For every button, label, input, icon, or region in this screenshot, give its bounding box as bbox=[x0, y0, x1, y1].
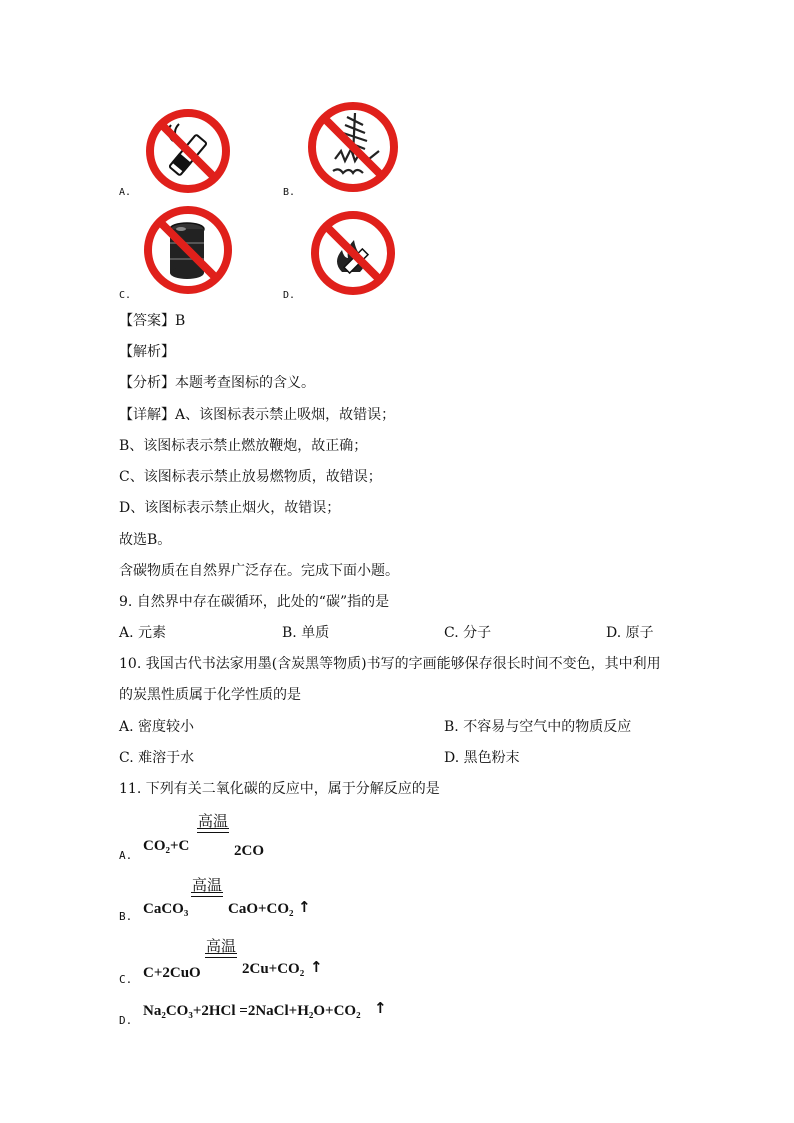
no-smoking-sign-icon bbox=[143, 106, 233, 196]
q11-b-reactants: CaCO₃ bbox=[143, 901, 189, 917]
q10-stem-line2: 的炭黑性质属于化学性质的是 bbox=[119, 687, 301, 703]
q11-b-condition: 高温 bbox=[192, 876, 223, 894]
q8-option-b-letter: B. bbox=[283, 187, 296, 198]
q10-option-c: C. 难溶于水 bbox=[119, 750, 195, 766]
q11-a-products: 2CO bbox=[234, 843, 264, 859]
q11-c-equals-line bbox=[205, 953, 237, 954]
q11-option-a-letter: A. bbox=[119, 849, 133, 862]
q9-option-d: D. 原子 bbox=[606, 625, 654, 641]
q11-c-equals-line bbox=[205, 957, 237, 958]
q9-option-c: C. 分子 bbox=[444, 625, 492, 641]
no-fireworks-sign-icon bbox=[305, 99, 401, 195]
q11-b-products: CaO+CO₂ bbox=[228, 901, 294, 917]
q9-option-b: B. 单质 bbox=[282, 625, 330, 641]
q11-option-d-letter: D. bbox=[119, 1014, 133, 1027]
q10-option-d: D. 黑色粉末 bbox=[444, 750, 520, 766]
no-open-flame-sign-icon bbox=[308, 208, 398, 298]
q11-b-equals-line bbox=[191, 892, 223, 893]
q8-analysis-title: 【解析】 bbox=[119, 344, 175, 360]
q8-option-d-letter: D. bbox=[283, 290, 296, 301]
q11-a-equals-line bbox=[197, 828, 229, 829]
q11-a-equals-line bbox=[197, 832, 229, 833]
gas-arrow-icon: ↑ bbox=[310, 958, 323, 976]
q11-c-products: 2Cu+CO₂ bbox=[242, 961, 305, 977]
q8-analysis-line: 故选B。 bbox=[119, 532, 172, 548]
section-intro: 含碳物质在自然界广泛存在。完成下面小题。 bbox=[119, 563, 399, 579]
q11-c-reactants: C+2CuO bbox=[143, 965, 201, 981]
q9-stem: 9. 自然界中存在碳循环，此处的“碳”指的是 bbox=[119, 594, 390, 610]
q8-analysis-line: C、该图标表示禁止放易燃物质，故错误； bbox=[119, 469, 382, 485]
q9-option-a: A. 元素 bbox=[119, 625, 167, 641]
q11-a-reactants: CO₂+C bbox=[143, 838, 190, 854]
q8-option-c-letter: C. bbox=[119, 290, 132, 301]
gas-arrow-icon: ↑ bbox=[374, 999, 387, 1017]
q8-analysis-line: D、该图标表示禁止烟火，故错误； bbox=[119, 500, 341, 516]
q8-answer: 【答案】B bbox=[119, 313, 186, 329]
q11-b-equals-line bbox=[191, 896, 223, 897]
q11-d-equation: Na₂CO₃+2HCl =2NaCl+H₂O+CO₂ bbox=[143, 1003, 361, 1019]
q8-analysis-line: B、该图标表示禁止燃放鞭炮，故正确； bbox=[119, 438, 368, 454]
q8-option-a-letter: A. bbox=[119, 187, 132, 198]
q8-analysis-line: 【分析】本题考查图标的含义。 bbox=[119, 375, 315, 391]
q11-stem: 11. 下列有关二氧化碳的反应中，属于分解反应的是 bbox=[119, 781, 440, 797]
gas-arrow-icon: ↑ bbox=[298, 898, 311, 916]
q11-option-b-letter: B. bbox=[119, 910, 133, 923]
q11-option-c-letter: C. bbox=[119, 973, 133, 986]
q10-stem-line1: 10. 我国古代书法家用墨(含炭黑等物质)书写的字画能够保存很长时间不变色，其中利用 bbox=[119, 656, 661, 672]
q8-analysis-line: 【详解】A、该图标表示禁止吸烟，故错误； bbox=[119, 407, 396, 423]
q11-c-condition: 高温 bbox=[206, 937, 237, 955]
q10-option-a: A. 密度较小 bbox=[119, 719, 195, 735]
q11-a-condition: 高温 bbox=[198, 812, 229, 830]
q10-option-b: B. 不容易与空气中的物质反应 bbox=[444, 719, 632, 735]
no-flammable-materials-sign-icon bbox=[141, 203, 235, 297]
